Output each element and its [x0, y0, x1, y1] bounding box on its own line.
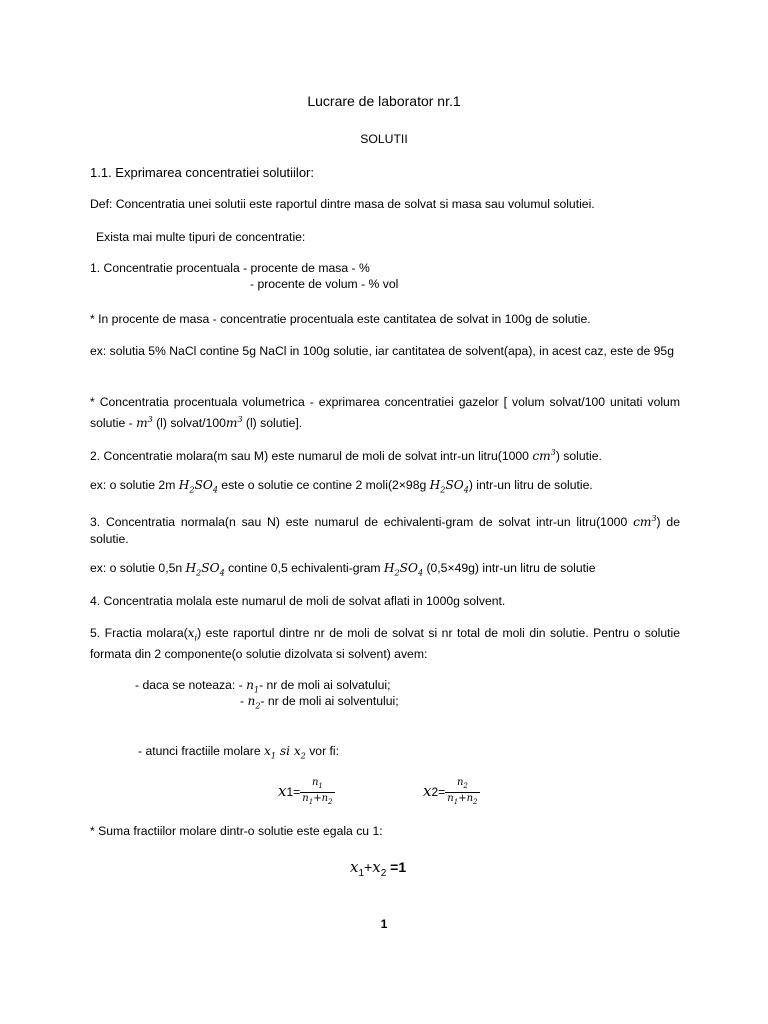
sub-2-4: 2	[394, 568, 400, 578]
equals-one: =1	[386, 859, 407, 875]
item3-text-a: 3. Concentratia normala(n sau N) este numarul de echivalenti-gram de solvat intr-un litru(1000	[90, 515, 634, 530]
page-number: 1	[380, 917, 388, 931]
h-symbol: H	[178, 478, 190, 492]
sub-1: 1	[253, 685, 260, 695]
n-letter: n	[311, 777, 319, 789]
sub-2-d: 2	[473, 798, 478, 807]
vol-text-c: (l) solutie].	[242, 416, 303, 431]
h-symbol-3: H	[185, 561, 197, 575]
si-word: si	[275, 744, 294, 758]
formula-x2	[423, 776, 543, 808]
h2so4-formula-4	[383, 561, 424, 578]
item-5-mole-fraction	[90, 625, 680, 663]
example-molar	[90, 477, 680, 498]
sub-1-c: 1	[453, 798, 459, 807]
x2-index: 2	[431, 785, 439, 799]
xi-symbol	[187, 626, 198, 643]
then-mole-fractions	[138, 743, 728, 764]
notation-text-a: - daca se noteaza: -	[135, 678, 247, 692]
sub-1-a: 1	[308, 798, 314, 807]
page-subtitle: SOLUTII	[360, 132, 408, 146]
so-symbol-4: SO	[399, 561, 418, 575]
n-letter: n	[246, 678, 254, 692]
sum-formula	[350, 856, 470, 885]
sub-1: 1	[318, 782, 323, 791]
sub-2-2: 2	[440, 485, 446, 495]
x-letter-1: x	[263, 744, 271, 758]
n-letter-c: n	[447, 793, 454, 805]
ex3-text-a: ex: o solutie 0,5n	[90, 561, 186, 575]
x1-symbol	[263, 744, 276, 761]
exp-3: 3	[550, 448, 556, 457]
example-mass: ex: solutia 5% NaCl contine 5g NaCl in 100g solutie, iar cantitatea de solvent(apa), in acest caz, este de 95g	[90, 344, 674, 358]
so-symbol-2: SO	[445, 478, 464, 492]
notation-text-c: -	[240, 694, 248, 708]
note-volume-percent	[90, 394, 680, 432]
sub-4: 4	[212, 485, 218, 495]
m-symbol-2: m	[225, 416, 238, 431]
item-1-volume: - procente de volum - % vol	[250, 277, 399, 291]
sub-i: i	[194, 633, 198, 643]
item3-text-b: ) de solutie.	[90, 515, 680, 547]
vol-text-b: (l) solvat/100	[152, 416, 226, 431]
equals-sign-2: =	[438, 785, 446, 799]
n-letter-b: n	[321, 793, 329, 805]
page-title: Lucrare de laborator nr.1	[307, 93, 461, 109]
cm3-unit-3	[633, 515, 656, 529]
section-heading: 1.1. Exprimarea concentratiei solutiilor:	[90, 165, 314, 180]
plus-sign: +	[313, 793, 322, 805]
item5-text-b: ) este raportul dintre nr de moli de solvat si nr total de moli din solutie. Pentru o solutie formata din 2 componente(o solutie dizolvata si solvent) avem:	[90, 626, 680, 662]
h2so4-formula-3	[185, 561, 225, 578]
sub-1: 1	[270, 751, 276, 761]
x-letter-2: x	[372, 858, 381, 876]
notation-text-b: - nr de moli ai solvatului;	[259, 678, 391, 692]
x-letter-2: x	[293, 744, 301, 758]
x-letter-2: x	[423, 782, 432, 800]
sub-4-4: 4	[417, 568, 424, 578]
item-1-mass: 1. Concentratie procentuala - procente de masa - %	[90, 261, 370, 275]
h-symbol-4: H	[383, 561, 395, 575]
numerator-2	[445, 777, 479, 793]
denominator-2	[445, 793, 479, 808]
sub-1: 1	[358, 867, 365, 879]
ex3-text-b: contine 0,5 echivalenti-gram	[224, 561, 384, 575]
notation-n2	[240, 693, 768, 714]
intro-text: Exista mai multe tipuri de concentratie:	[96, 230, 306, 244]
exp-3: 3	[147, 415, 153, 424]
x-letter: x	[278, 782, 287, 800]
so-symbol: SO	[194, 478, 213, 492]
denominator	[300, 793, 334, 808]
formula-x1	[278, 776, 398, 808]
vol-text-a: * Concentratia procentuala volumetrica - exprimarea concentratiei gazelor [ volum solvat/100 unitati volum solutie -	[90, 395, 680, 431]
ex2-text-a: ex: o solutie 2m	[90, 478, 179, 492]
notation-text-d: - nr de moli ai solventului;	[260, 694, 399, 708]
exp-3-3: 3	[651, 514, 657, 523]
n-letter-2: n	[456, 777, 464, 789]
plus-sign: +	[364, 859, 373, 875]
x1-index: 1	[286, 785, 294, 799]
item-4-molal: 4. Concentratia molala este numarul de moli de solvat aflati in 1000g solvent.	[90, 594, 506, 608]
plus-sign-2: +	[458, 793, 467, 805]
x-letter: x	[187, 626, 195, 640]
m-symbol: m	[136, 416, 148, 431]
fraction-x2	[445, 777, 479, 808]
sub-2: 2	[300, 751, 306, 761]
ex2-text-b: este o solutie ce contine 2 moli(2×98g	[217, 478, 430, 492]
note-mass-percent: * In procente de masa - concentratie procentuala este cantitatea de solvat in 100g de solutie.	[90, 312, 591, 326]
ex3-text-c: (0,5×49g) intr-un litru de solutie	[423, 561, 596, 575]
h2so4-formula-2	[429, 478, 469, 495]
so-symbol-3: SO	[201, 561, 220, 575]
cm-symbol: cm	[532, 449, 551, 464]
n-letter-a: n	[302, 793, 309, 805]
item-3-normal	[90, 510, 680, 548]
sub-2: 2	[463, 782, 468, 791]
sum-note: * Suma fractiilor molare dintr-o solutie este egala cu 1:	[90, 824, 383, 838]
ex2-text-c: ) intr-un litru de solutie.	[468, 478, 593, 492]
equals-sign: =	[293, 785, 301, 799]
cm3-unit	[532, 449, 555, 463]
then-text-a: - atunci fractiile molare	[138, 744, 264, 758]
m3-unit-2	[226, 416, 243, 430]
numerator	[300, 777, 334, 793]
sub-2: 2	[255, 701, 261, 711]
h-symbol-2: H	[429, 478, 441, 492]
sub-4-2: 4	[463, 485, 469, 495]
x-letter: x	[350, 858, 359, 876]
exp-3-2: 3	[237, 415, 243, 424]
item2-text-a: 2. Concentratie molara(m sau M) este numarul de moli de solvat intr-un litru(1000	[90, 449, 533, 464]
m3-unit	[136, 416, 153, 430]
item-2-molar	[90, 444, 680, 465]
n2-symbol	[247, 694, 261, 711]
then-text-b: vor fi:	[305, 744, 340, 758]
sub-2-b: 2	[328, 798, 333, 807]
sub-2-3: 2	[196, 568, 202, 578]
item2-text-b: ) solutie.	[555, 449, 602, 464]
cm-symbol-3: cm	[633, 515, 652, 530]
h2so4-formula	[178, 478, 218, 495]
n-letter-d: n	[466, 793, 474, 805]
fraction-x1	[300, 777, 334, 808]
n1-symbol	[246, 678, 260, 695]
item5-text-a: 5. Fractia molara(	[90, 626, 188, 640]
n-letter-2: n	[247, 694, 256, 708]
x2-symbol	[293, 744, 306, 761]
sub-2: 2	[380, 867, 387, 879]
sub-4-3: 4	[219, 568, 225, 578]
example-normal	[90, 560, 680, 581]
sub-2: 2	[189, 485, 195, 495]
definition-text: Def: Concentratia unei solutii este raportul dintre masa de solvat si masa sau volumul solutiei.	[90, 197, 595, 211]
